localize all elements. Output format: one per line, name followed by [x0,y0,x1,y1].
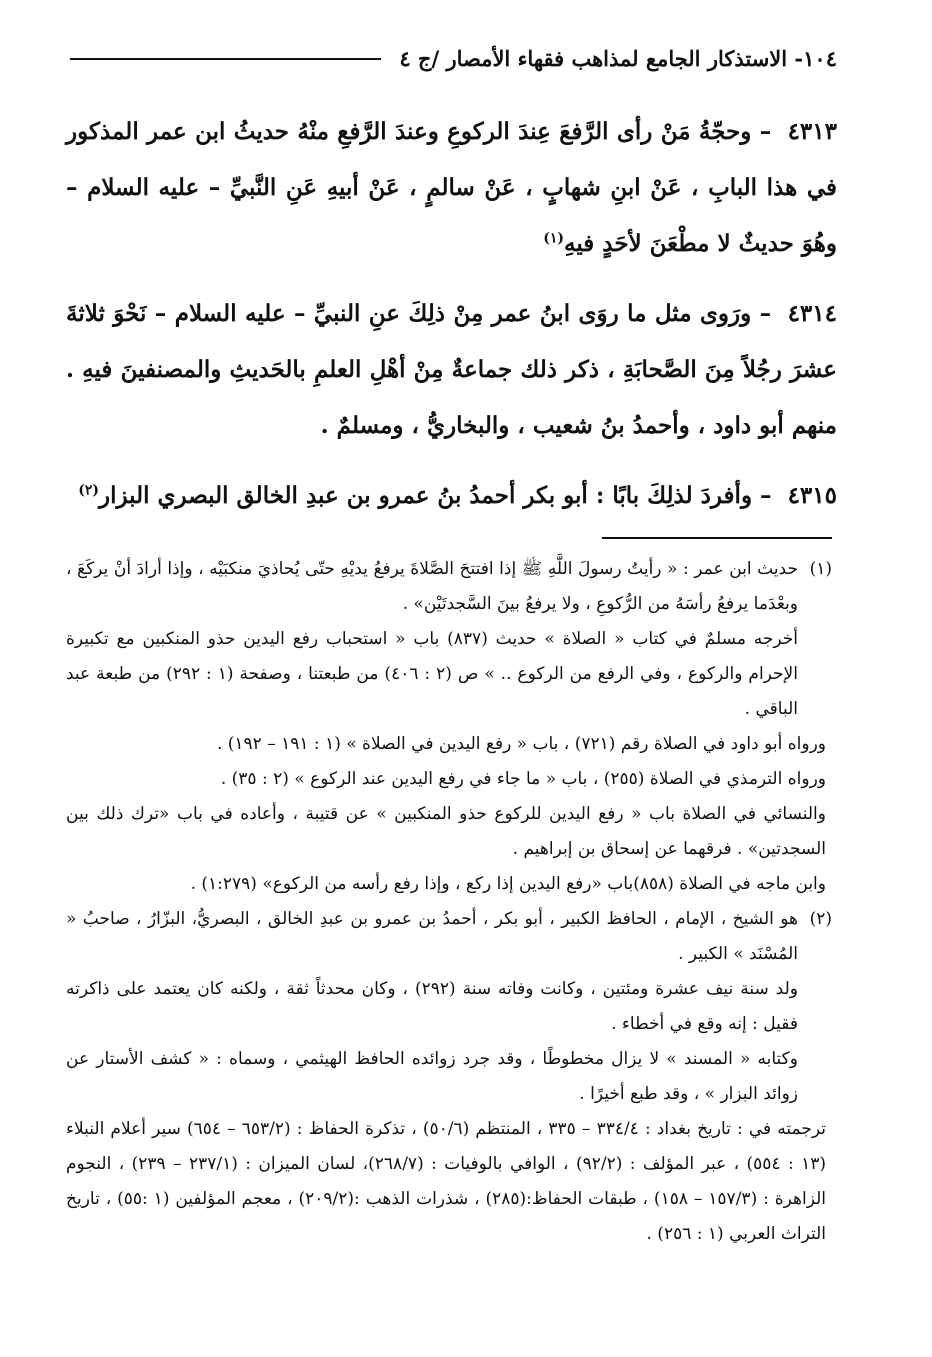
paragraph-number: ٤٣١٣ [787,118,837,145]
footnote-line: ترجمته في : تاريخ بغداد : ٣٣٤/٤ – ٣٣٥ ، المنتظم (٥٠/٦) ، تذكرة الحفاظ : (٦٥٣/٢ – ٦٥٤) سير أعلام النبلاء (١٣ : ٥٥٤) ، عبر المؤلف : (٩٢/٢) ، الوافي بالوفيات : (٢٦٨/٧)، لسان الميزان : (٢٣٧/١ – ٢٣٩) ، النجوم الزاهرة : (١٥٧/٣ – ١٥٨) ، طبقات الحفاظ:(٢٨٥) ، شذرات الذهب :(٢٠٩/٢) ، معجم المؤلفين (١ :٥٥) ، تاريخ التراث العربي (١ : ٢٥٦) . [66,1119,827,1244]
footnote-2 [66,902,832,1252]
footnote-line: أخرجه مسلمٌ في كتاب « الصلاة » حديث (٨٣٧) باب « استحباب رفع اليدين حذو المنكبين مع تكبيرة الإحرام والركوع ، وفي الرفع من الركوع .. » ص (٢ : ٤٠٦) من طبعتنا ، وصفحة (١ : ٢٩٢) من طبعة عبد الباقي . [66,629,799,719]
main-text [66,104,837,538]
paragraph-number: ٤٣١٤ [787,300,837,327]
footnote-separator [602,537,832,539]
footnote-number: (٢) [809,909,832,929]
paragraph-4314 [66,286,837,454]
paragraph-text: – وأفردَ لذلِكَ بابًا : أبو بكر أحمدُ بنُ عمرو بن عبدِ الخالق البصري البزار [98,482,772,509]
header-title: ١٠٤- الاستذكار الجامع لمذاهب فقهاء الأمصار /ج ٤ [399,46,837,71]
paragraph-number: ٤٣١٥ [787,482,837,509]
footnote-line: هو الشيخ ، الإمام ، الحافظ الكبير ، أبو بكر ، أحمدُ بن عمرو بن عبدِ الخالق ، البصريُّ، البزّارُ ، صاحبُ « المُسْنَد » الكبير . [66,909,798,964]
footnote-1 [66,552,832,902]
footnote-line: ورواه الترمذي في الصلاة (٢٥٥) ، باب « ما جاء في رفع اليدين عند الركوع » (٢ : ٣٥) . [220,769,826,789]
footnote-ref[interactable]: (١) [543,230,564,247]
footnote-line: حديث ابن عمر : « رأيتُ رسولَ اللَّهِ ﷺ إذا افتتحَ الصَّلاةَ يرفعُ يديْهِ حتّى يُحاذيَ منكبَيْه ، وإذا أرادَ أنْ يركَعَ ، وبعْدَما يرفعُ رأسَهُ من الرُّكوعِ ، ولا يرفعُ بينَ السَّجدتَيْن» . [66,559,798,614]
footnote-number: (١) [809,559,832,579]
footnote-ref[interactable]: (٢) [78,482,99,499]
header-rule [70,58,381,60]
footnote-line: والنسائي في الصلاة باب « رفع اليدين للركوع حذو المنكبين » عن قتيبة ، وأعاده في باب «ترك ذلك بين السجدتين» . فرقهما عن إسحاق بن إبراهيم . [66,804,826,859]
running-header [70,44,837,74]
footnote-line: وابن ماجه في الصلاة (٨٥٨)باب «رفع اليدين إذا ركع ، وإذا رفع رأسه من الركوع» (١:٢٧٩) . [190,874,826,894]
paragraph-text: – ورَوى مثل ما روَى ابنُ عمر مِنْ ذلِكَ عنِ النبيِّ – عليه السلام – نَحْوَ ثلاثةَ عشرَ رجُلاً مِنَ الصَّحابَةِ ، ذكر ذلك جماعةٌ مِنْ أهْلِ العلمِ بالحَديثِ والمصنفينَ فيهِ . منهم أبو داود ، وأحمدُ بنُ شعيب ، والبخاريُّ ، ومسلمٌ . [66,300,837,439]
paragraph-text: – وحجّةُ مَنْ رأى الرَّفعَ عِندَ الركوعِ وعندَ الرَّفعِ منْهُ حديثُ ابن عمر المذكور في هذا البابِ ، عَنْ ابنِ شهابٍ ، عَنْ سالمٍ ، عَنْ أبيهِ عَنِ النَّبيِّ – عليه السلام – وهُوَ حديثٌ لا مطْعَنَ لأحَدٍ فيهِ [66,118,837,257]
footnote-line: ورواه أبو داود في الصلاة رقم (٧٢١) ، باب « رفع اليدين في الصلاة » (١ : ١٩١ – ١٩٢) . [216,734,826,754]
footnote-line: وكتابه « المسند » لا يزال مخطوطًا ، وقد جرد زوائده الحافظ الهيثمي ، وسماه : « كشف الأستار عن زوائد البزار » ، وقد طبع أخيرًا . [66,1049,798,1104]
paragraph-4313 [66,104,837,272]
paragraph-4315 [66,468,837,524]
footnotes [66,552,832,1252]
footnote-line: ولد سنة نيف عشرة ومئتين ، وكانت وفاته سنة (٢٩٢) ، وكان محدثاً ثقة ، ولكنه كان يعتمد على ذاكرته فقيل : إنه وقع في أخطاء . [66,979,798,1034]
